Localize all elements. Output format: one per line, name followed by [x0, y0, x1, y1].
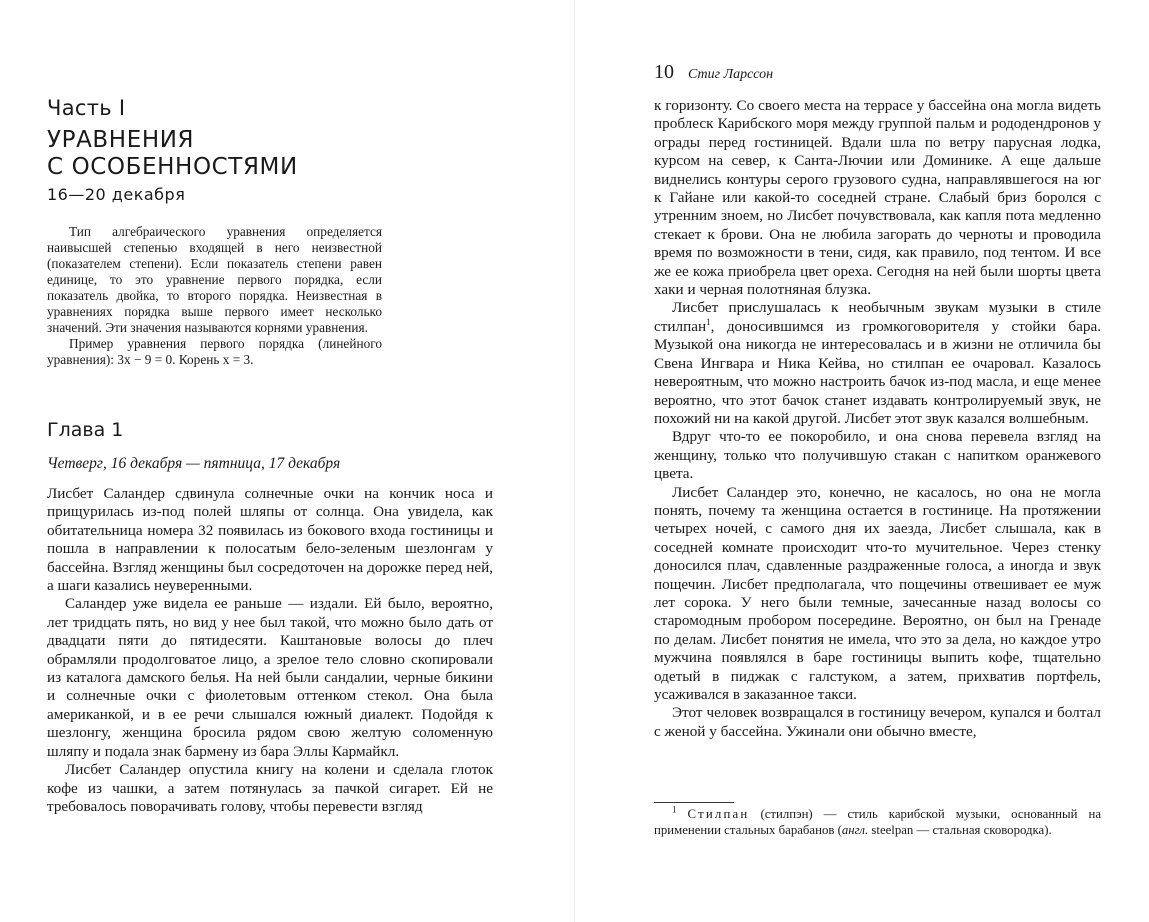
- running-head-author: Стиг Ларссон: [688, 67, 774, 82]
- footnote: [654, 806, 1101, 838]
- footnote-text-part: steelpan — стальная сковородка).: [868, 823, 1052, 837]
- epigraph-paragraph: Пример уравнения первого порядка (линейного уравнения): 3x − 9 = 0. Корень x = 3.: [47, 336, 382, 367]
- paragraph-text: , доносившимся из громкоговорителя у стойки бара. Музыкой она никогда не интересовалась и в жизни не отличила бы Свена Ингвара и Ника Кейва, но стилпан ее очаровал. Казалось невероятным, что можно настроить бачок из-под масла, и еще менее вероятно, что этот бачок станет издавать контролируемый звук, не похожий ни на какой другой. Лисбет этот звук казался волшебным.: [654, 317, 1101, 427]
- paragraph-text: Лисбет прислушалась к необычным звукам музыки в стиле стилпан: [654, 299, 1101, 335]
- right-body-text: [654, 97, 1101, 741]
- part-title-line-2: С ОСОБЕННОСТЯМИ: [47, 154, 298, 180]
- left-page: [0, 0, 574, 922]
- body-paragraph: Вдруг что-то ее покоробило, и она снова перевела взгляд на женщину, только что получившую стакан с напитком оранжевого цвета.: [654, 428, 1101, 483]
- footnote-text: [654, 806, 1101, 838]
- body-paragraph: [654, 299, 1101, 428]
- part-title: [47, 127, 298, 181]
- body-paragraph: к горизонту. Со своего места на террасе у бассейна она могла видеть проблеск Карибского моря между группой пальм и рододендронов у ограды перед гостиницей. Вдали шла по ветру парусная лодка, курсом на север, к Санта-Лючии или Доминике. А еще дальше виднелись контуры серого грузового судна, направлявшегося на юг к Гайане или какой-то соседней стране. Слабый бриз боролся с утренним зноем, но Лисбет почувствовала, как капля пота медленно стекает к брови. Она не любила загорать до черноты и проводила время по возможности в тени, сидя, как правило, под тентом. И все же ее кожа приобрела цвет ореха. Сегодня на ней были шорты цвета хаки и черная полотняная блузка.: [654, 97, 1101, 299]
- page-number: 10: [654, 61, 674, 83]
- footnote-reference[interactable]: 1: [706, 316, 711, 327]
- right-page: [575, 0, 1149, 922]
- footnote-marker: 1: [672, 804, 677, 815]
- footnote-divider: [654, 802, 734, 803]
- left-body-text: [47, 485, 493, 816]
- body-paragraph: Лисбет Саландер это, конечно, не касалось, но она не могла понять, почему та женщина остается в гостинице. На протяжении четырех ночей, с самого дня их заезда, Лисбет слышала, как в соседней комнате происходит что-то мучительное. Через стенку доносился плач, сдавленные раздраженные голоса, а иногда и звук пощечин. Лисбет предполагала, что пощечины отвешивает ее муж лет сорока. У него были темные, зачесанные назад волосы со старомодным пробором посередине. Вероятно, он был на Гренаде по делам. Лисбет понятия не имела, что это за дела, но каждое утро мужчина появлялся в баре гостиницы выпить кофе, тщательно одетый в пиджак с галстуком, а затем, прихватив портфель, усаживался в заказанное такси.: [654, 483, 1101, 703]
- part-label: Часть I: [47, 96, 126, 120]
- footnote-term: Стилпан: [687, 807, 750, 821]
- part-title-line-1: УРАВНЕНИЯ: [47, 127, 195, 153]
- epigraph: [47, 224, 382, 368]
- footnote-abbreviation: англ.: [841, 823, 869, 837]
- running-head: [654, 59, 773, 85]
- body-paragraph: Лисбет Саландер сдвинула солнечные очки на кончик носа и прищурилась из-под полей шляпы от солнца. Она увидела, как обитательница номера 32 появилась из бокового входа гостиницы и пошла в направлении к полосатым бело-зеленым шезлонгам у бассейна. Взгляд женщины был сосредоточен на дорожке перед ней, а шаги казались неуверенными.: [47, 485, 493, 595]
- chapter-dates: Четверг, 16 декабря — пятница, 17 декабря: [47, 455, 341, 472]
- chapter-title: Глава 1: [47, 419, 124, 441]
- footnote-text-part: (стилпэн) — стиль карибской музыки, основанный на применении стальных барабанов (: [654, 807, 1101, 837]
- body-paragraph: Этот человек возвращался в гостиницу вечером, купался и болтал с женой у бассейна. Ужинали они обычно вместе,: [654, 704, 1101, 740]
- body-paragraph: Саландер уже видела ее раньше — издали. Ей было, вероятно, лет тридцать пять, но вид у нее был такой, что можно было дать от двадцати пяти до пятидесяти. Каштановые волосы до плеч обрамляли продолговатое лицо, а зрелое тело словно скопировали из каталога дамского белья. На ней были сандалии, черные бикини и солнечные очки с фиолетовым оттенком стекол. Она была американкой, и в ее речи слышался южный диалект. Подойдя к шезлонгу, женщина бросила рядом свою желтую соломенную шляпу и подала знак бармену из бара Эллы Кармайкл.: [47, 595, 493, 760]
- epigraph-paragraph: Тип алгебраического уравнения определяется наивысшей степенью входящей в него неизвестной (показателем степени). Если показатель степени равен единице, то это уравнение первого порядка, если показатель двойка, то второго порядка. Неизвестная в уравнениях порядка выше первого имеет несколько значений. Эти значения называются корнями уравнения.: [47, 224, 382, 335]
- body-paragraph: Лисбет Саландер опустила книгу на колени и сделала глоток кофе из чашки, а затем потянулась за пачкой сигарет. Ей не требовалось поворачивать голову, чтобы перевести взгляд: [47, 761, 493, 815]
- part-dates: 16—20 декабря: [47, 185, 186, 204]
